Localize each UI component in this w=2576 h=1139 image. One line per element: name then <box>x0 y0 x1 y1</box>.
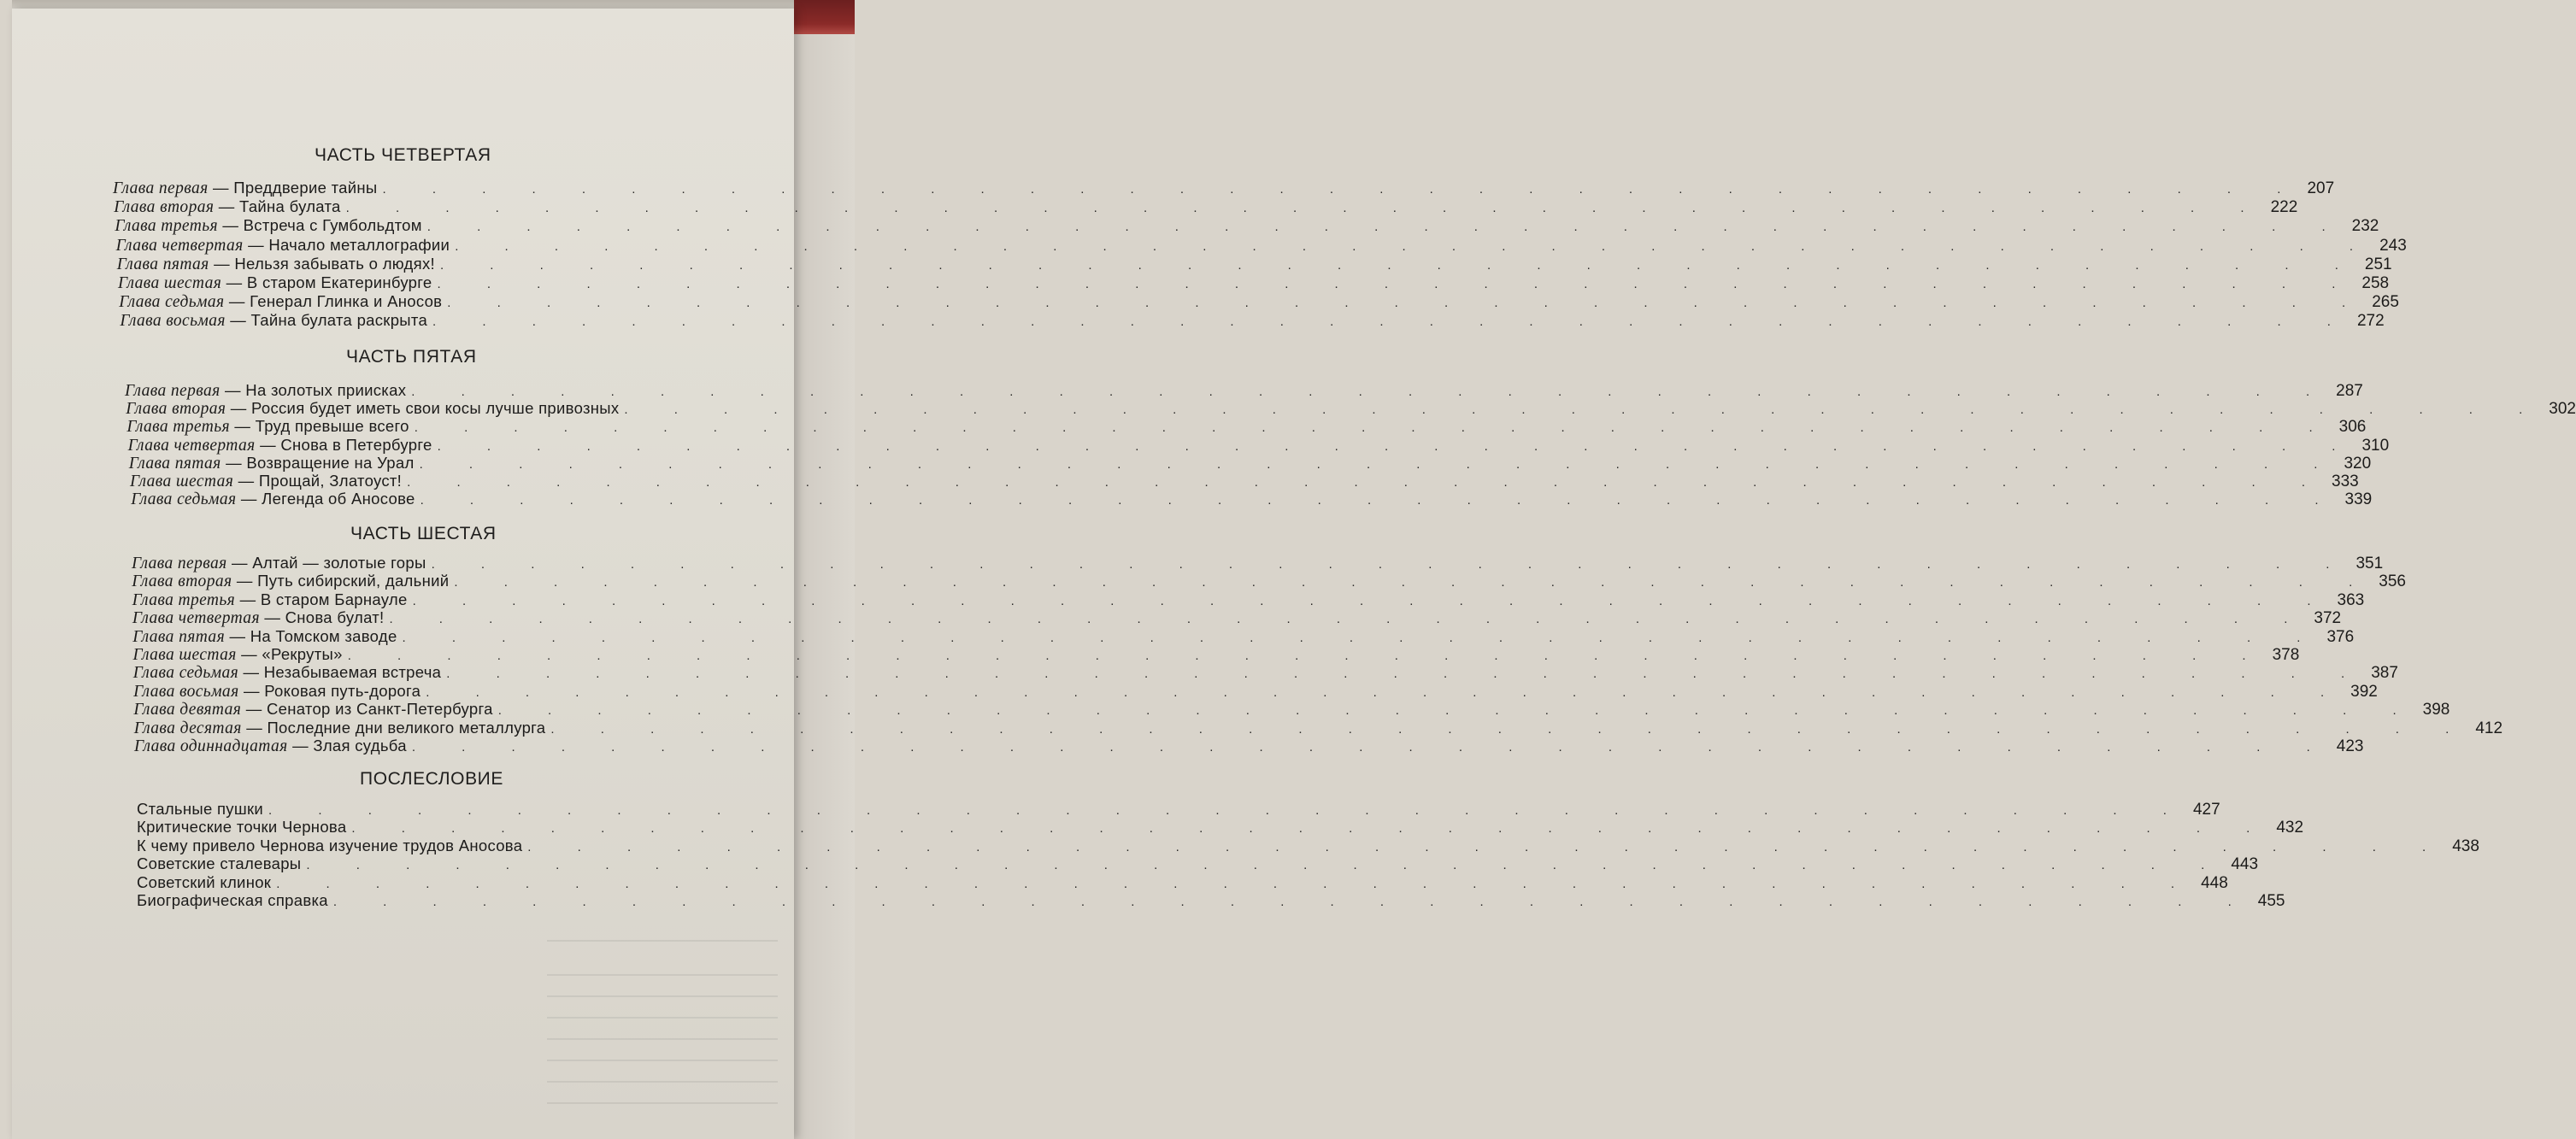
afterword-entry <box>137 800 2220 820</box>
chapter-title: Тайна булата раскрыта <box>250 311 428 330</box>
entry-title: Биографическая справка <box>137 891 328 909</box>
chapter-dash: — <box>229 417 256 436</box>
part-title-4: ЧАСТЬ ЧЕТВЕРТАЯ <box>315 145 491 165</box>
toc-entry <box>132 572 2406 592</box>
toc-entry <box>115 235 2407 256</box>
chapter-title: Снова булат! <box>285 608 385 627</box>
entry-title: К чему привело Чернова изучение трудов Аносова <box>137 836 523 854</box>
chapter-title: Труд превыше всего <box>255 417 409 436</box>
bleed-through-line <box>547 1102 778 1104</box>
leader-dots: . . . . . . . . . . . . . . . . . . . . . . . . . . . . . . . . . . . . . . . <box>389 612 2309 627</box>
afterword-title: ПОСЛЕСЛОВИЕ <box>360 769 503 789</box>
leader-dots: . . . . . . . . . . . . . . . . . . . . . . . . . . . . . . . . . . . . . . . <box>527 839 2448 854</box>
chapter-dash: — <box>236 645 262 663</box>
chapter-dash: — <box>235 590 261 608</box>
page-number: 432 <box>2276 819 2304 837</box>
chapter-dash: — <box>241 700 267 719</box>
chapter-label: Глава первая <box>113 179 209 197</box>
chapter-label: Глава третья <box>115 217 218 236</box>
chapter-label: Глава шестая <box>132 646 237 664</box>
chapter-dash: — <box>209 254 235 273</box>
chapter-label: Глава седьмая <box>119 293 225 312</box>
chapter-dash: — <box>208 179 234 197</box>
page-number: 265 <box>2372 293 2399 312</box>
chapter-dash: — <box>217 216 244 235</box>
leader-dots: . . . . . . . . . . . . . . . . . . . . . . . . . . . . . . . . . . . . . . . <box>407 475 2327 490</box>
page-number: 287 <box>2336 382 2363 400</box>
chapter-title: Нельзя забывать о людях! <box>234 254 435 273</box>
toc-entry <box>132 554 2384 574</box>
entry-title: Критические точки Чернова <box>137 818 347 837</box>
chapter-label: Глава восьмая <box>133 682 239 701</box>
page-number: 243 <box>2379 236 2407 255</box>
chapter-label: Глава девятая <box>133 701 242 719</box>
leader-dots: . . . . . . . . . . . . . . . . . . . . . . . . . . . . . . . . . . . . . . . <box>497 703 2418 719</box>
entry-title: Советские сталевары <box>137 854 302 873</box>
toc-entry <box>114 197 2298 218</box>
page-number: 351 <box>2355 555 2384 572</box>
afterword-entry <box>137 872 2228 894</box>
page-number: 448 <box>2201 873 2228 892</box>
page-number: 427 <box>2192 801 2220 819</box>
bleed-through-line <box>547 940 778 942</box>
page-number: 398 <box>2422 701 2450 719</box>
page-number: 302 <box>2549 400 2576 419</box>
chapter-title: В старом Барнауле <box>260 590 408 608</box>
page-number: 392 <box>2350 682 2378 701</box>
leader-dots: . . . . . . . . . . . . . . . . . . . . . . . . . . . . . . . . . . . . . . . <box>411 740 2332 754</box>
leader-dots: . . . . . . . . . . . . . . . . . . . . . . . . . . . . . . . . . . . . . . . <box>437 438 2357 454</box>
leader-dots: . . . . . . . . . . . . . . . . . . . . . . . . . . . . . . . . . . . . . . . <box>402 630 2322 645</box>
chapter-label: Глава третья <box>132 590 236 609</box>
toc-entry <box>132 590 2365 611</box>
page-number: 372 <box>2314 609 2342 628</box>
page-number: 320 <box>2344 454 2372 473</box>
chapter-dash: — <box>221 453 247 472</box>
leader-dots: . . . . . . . . . . . . . . . . . . . . . . . . . . . . . . . . . . . . . . . <box>268 803 2188 818</box>
page-number: 438 <box>2452 837 2479 855</box>
toc-entry <box>132 626 2355 648</box>
chapter-label: Глава восьмая <box>120 312 226 331</box>
toc-entry <box>132 645 2300 666</box>
entry-title: Советский клинок <box>137 872 272 891</box>
bleed-through-line <box>547 1017 778 1019</box>
chapter-title: Роковая путь-дорога <box>264 681 421 700</box>
bleed-through-line <box>547 974 778 976</box>
leader-dots: . . . . . . . . . . . . . . . . . . . . . . . . . . . . . . . . . . . . . . . <box>412 593 2332 608</box>
page-number: 387 <box>2371 664 2398 683</box>
book-cover-edge <box>788 0 855 34</box>
chapter-title: Возвращение на Урал <box>246 453 415 472</box>
chapter-label: Глава шестая <box>118 274 222 292</box>
leader-dots: . . . . . . . . . . . . . . . . . . . . . . . . . . . . . . . . . . . . . . . <box>332 895 2253 909</box>
chapter-label: Глава седьмая <box>132 664 239 683</box>
chapter-label: Глава четвертая <box>115 236 244 255</box>
part-title-6: ЧАСТЬ ШЕСТАЯ <box>350 524 497 543</box>
chapter-dash: — <box>238 663 264 682</box>
leader-dots: . . . . . . . . . . . . . . . . . . . . . . . . . . . . . . . . . . . . . . . <box>414 420 2334 436</box>
toc-entry <box>132 608 2342 629</box>
chapter-label: Глава вторая <box>114 198 215 217</box>
leader-dots: . . . . . . . . . . . . . . . . . . . . . . . . . . . . . . . . . . . . . . . <box>276 876 2197 891</box>
leader-dots: . . . . . . . . . . . . . . . . . . . . . . . . . . . . . . . . . . . . . . . <box>347 649 2267 663</box>
leader-dots: . . . . . . . . . . . . . . . . . . . . . . . . . . . . . . . . . . . . . . . <box>455 238 2375 254</box>
leader-dots: . . . . . . . . . . . . . . . . . . . . . . . . . . . . . . . . . . . . . . . <box>550 721 2471 737</box>
page-number: 306 <box>2338 418 2367 437</box>
chapter-title: Последние дни великого металлурга <box>267 718 546 737</box>
leader-dots: . . . . . . . . . . . . . . . . . . . . . . . . . . . . . . . . . . . . . . . <box>431 557 2351 572</box>
page-number: 378 <box>2272 646 2300 664</box>
page-number: 363 <box>2337 590 2365 609</box>
chapter-dash: — <box>243 235 269 254</box>
chapter-title: Снова в Петербурге <box>280 435 432 454</box>
chapter-title: В старом Екатеринбурге <box>246 273 432 291</box>
chapter-dash: — <box>224 292 250 311</box>
chapter-dash: — <box>238 681 265 700</box>
leader-dots: . . . . . . . . . . . . . . . . . . . . . . . . . . . . . . . . . . . . . . . <box>419 456 2339 472</box>
chapter-title: Начало металлографии <box>268 235 450 254</box>
chapter-title: Алтай — золотые горы <box>252 554 426 572</box>
chapter-title: На Томском заводе <box>250 626 397 645</box>
leader-dots: . . . . . . . . . . . . . . . . . . . . . . . . . . . . . . . . . . . . . . . <box>411 385 2332 399</box>
entry-title: Стальные пушки <box>137 800 264 818</box>
leader-dots: . . . . . . . . . . . . . . . . . . . . . . . . . . . . . . . . . . . . . . . <box>439 257 2360 273</box>
leader-dots: . . . . . . . . . . . . . . . . . . . . . . . . . . . . . . . . . . . . . . . <box>447 296 2367 311</box>
leader-dots: . . . . . . . . . . . . . . . . . . . . . . . . . . . . . . . . . . . . . . . <box>382 182 2303 197</box>
chapter-title: Злая судьба <box>313 737 407 754</box>
page-number: 272 <box>2356 312 2385 331</box>
bleed-through-line <box>547 1060 778 1061</box>
afterword-entry <box>137 854 2259 875</box>
page-number: 455 <box>2257 892 2285 910</box>
chapter-title: Легенда об Аносове <box>262 490 415 508</box>
chapter-dash: — <box>226 399 252 418</box>
leader-dots: . . . . . . . . . . . . . . . . . . . . . . . . . . . . . . . . . . . . . . . <box>351 821 2272 837</box>
page-number: 251 <box>2364 255 2392 273</box>
chapter-dash: — <box>214 197 240 216</box>
bleed-through-line <box>547 1038 778 1040</box>
toc-entry <box>131 490 2373 510</box>
chapter-title: Прощай, Златоуст! <box>258 472 403 490</box>
leader-dots: . . . . . . . . . . . . . . . . . . . . . . . . . . . . . . . . . . . . . . . <box>454 575 2374 590</box>
afterword-entry <box>137 818 2304 838</box>
leader-dots: . . . . . . . . . . . . . . . . . . . . . . . . . . . . . . . . . . . . . . . <box>420 493 2340 508</box>
chapter-title: Путь сибирский, дальний <box>257 572 450 590</box>
leader-dots: . . . . . . . . . . . . . . . . . . . . . . . . . . . . . . . . . . . . . . . <box>624 402 2544 418</box>
chapter-label: Глава седьмая <box>131 490 237 509</box>
page-number: 443 <box>2231 855 2259 874</box>
page-number: 376 <box>2326 627 2355 646</box>
chapter-label: Глава пятая <box>116 255 209 273</box>
page-number: 232 <box>2351 217 2379 236</box>
page-number: 356 <box>2379 572 2406 591</box>
chapter-dash: — <box>236 490 262 508</box>
page-number: 412 <box>2475 719 2503 737</box>
leader-dots: . . . . . . . . . . . . . . . . . . . . . . . . . . . . . . . . . . . . . . . <box>437 277 2357 291</box>
chapter-title: Россия будет иметь свои косы лучше привозных <box>251 399 620 418</box>
chapter-label: Глава пятая <box>128 454 221 473</box>
bleed-through-line <box>547 995 778 997</box>
chapter-title: Незабываемая встреча <box>263 663 442 682</box>
leader-dots: . . . . . . . . . . . . . . . . . . . . . . . . . . . . . . . . . . . . . . . <box>426 684 2346 700</box>
chapter-title: Сенатор из Санкт-Петербурга <box>266 700 493 719</box>
toc-entry <box>133 718 2503 739</box>
page-number: 339 <box>2344 490 2373 509</box>
chapter-label: Глава вторая <box>126 400 226 419</box>
afterword-entry <box>137 891 2285 912</box>
page-number: 207 <box>2307 179 2335 197</box>
chapter-dash: — <box>255 435 281 454</box>
page-number: 258 <box>2361 274 2390 292</box>
chapter-title: Встреча с Гумбольдтом <box>243 216 422 235</box>
chapter-dash: — <box>220 381 246 399</box>
toc-entry <box>133 681 2378 702</box>
chapter-title: Преддверие тайны <box>233 179 378 197</box>
chapter-dash: — <box>225 311 251 330</box>
page-number: 222 <box>2270 198 2298 217</box>
chapter-dash: — <box>259 608 285 627</box>
chapter-label: Глава шестая <box>130 473 234 490</box>
chapter-dash: — <box>287 737 314 754</box>
bleed-through-line <box>547 1081 778 1083</box>
chapter-dash: — <box>225 626 250 645</box>
chapter-label: Глава первая <box>132 555 227 572</box>
toc-entry <box>116 254 2392 275</box>
page-number: 333 <box>2332 473 2359 490</box>
chapter-title: На золотых приисках <box>245 381 407 399</box>
chapter-title: Генерал Глинка и Аносов <box>250 292 443 311</box>
chapter-label: Глава четвертая <box>127 436 256 455</box>
toc-entry <box>115 216 2379 237</box>
toc-entry <box>133 700 2450 720</box>
leader-dots: . . . . . . . . . . . . . . . . . . . . . . . . . . . . . . . . . . . . . . . <box>345 201 2266 216</box>
chapter-label: Глава первая <box>125 382 221 400</box>
toc-entry <box>120 311 2385 332</box>
leader-dots: . . . . . . . . . . . . . . . . . . . . . . . . . . . . . . . . . . . . . . . <box>426 220 2347 235</box>
chapter-label: Глава одиннадцатая <box>134 737 288 755</box>
page-number: 423 <box>2336 737 2364 755</box>
chapter-label: Глава десятая <box>133 719 242 737</box>
chapter-dash: — <box>232 572 258 590</box>
toc-entry <box>132 663 2398 684</box>
leader-dots: . . . . . . . . . . . . . . . . . . . . . . . . . . . . . . . . . . . . . . . <box>432 314 2352 330</box>
toc-entry <box>119 292 2399 313</box>
chapter-label: Глава четвертая <box>132 609 260 628</box>
toc-entry <box>134 737 2364 757</box>
chapter-dash: — <box>233 472 259 490</box>
chapter-title: «Рекруты» <box>262 645 343 663</box>
chapter-dash: — <box>241 718 268 737</box>
page-number: 310 <box>2361 436 2390 455</box>
leader-dots: . . . . . . . . . . . . . . . . . . . . . . . . . . . . . . . . . . . . . . . <box>446 666 2367 682</box>
chapter-label: Глава вторая <box>132 572 232 591</box>
chapter-label: Глава третья <box>126 418 230 437</box>
part-title-5: ЧАСТЬ ПЯТАЯ <box>346 347 477 367</box>
chapter-label: Глава пятая <box>132 627 226 646</box>
chapter-title: Тайна булата <box>239 197 341 216</box>
toc-entry <box>118 273 2390 294</box>
leader-dots: . . . . . . . . . . . . . . . . . . . . . . . . . . . . . . . . . . . . . . . <box>306 858 2226 873</box>
chapter-dash: — <box>226 554 253 572</box>
afterword-entry <box>137 836 2479 857</box>
toc-entry <box>113 179 2335 199</box>
chapter-dash: — <box>221 273 247 291</box>
